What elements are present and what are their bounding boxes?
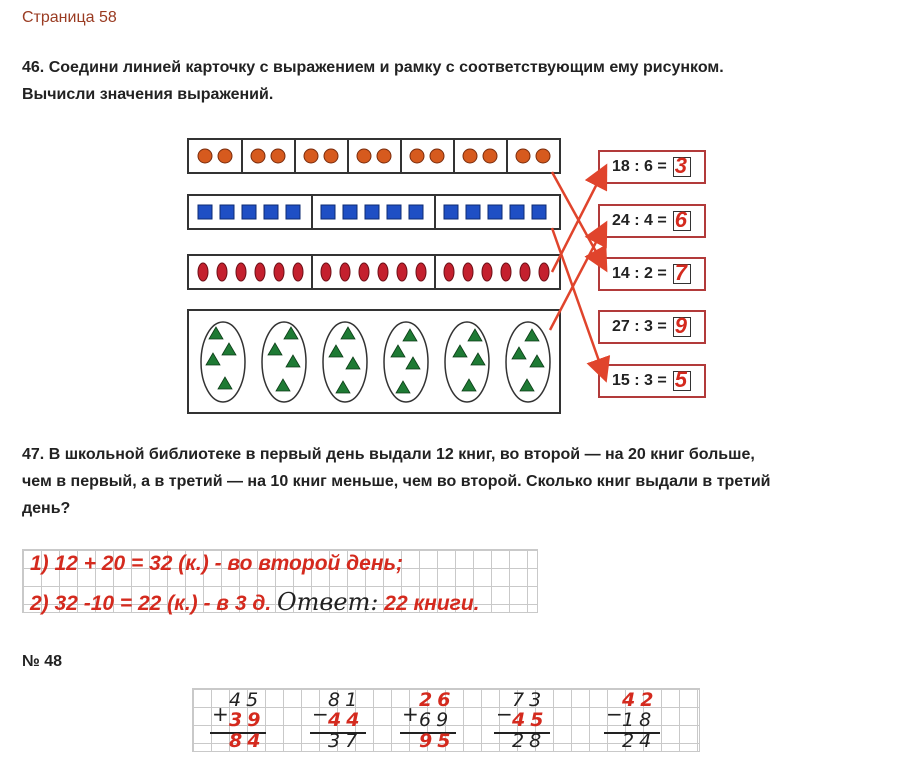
answer-value: 22 книги. — [384, 592, 480, 615]
calc-top: 42 — [622, 689, 659, 711]
expression-text: 14 : 2 = — [612, 265, 667, 282]
operation-sign: + — [212, 702, 229, 726]
operation-sign: + — [402, 702, 419, 726]
calc-result-value: 84 — [229, 730, 266, 752]
task-48-title: № 48 — [22, 653, 63, 670]
calc-bottom: 69 — [419, 709, 454, 731]
solution-line-2 — [30, 588, 480, 616]
operation-sign: − — [496, 702, 513, 726]
connector-ovals-to-18-6 — [552, 168, 605, 272]
connector-squares-to-15-3 — [552, 228, 605, 378]
calc-top: 26 — [419, 689, 456, 711]
calc-bottom: 44 — [328, 709, 365, 731]
calc-top: 73 — [512, 689, 547, 711]
operation-sign: − — [606, 702, 623, 726]
answer-value: 3 — [674, 153, 687, 178]
calc-result: 37 — [328, 730, 363, 752]
operation-sign: − — [312, 702, 329, 726]
solution-line-2-text: 2) 32 -10 = 22 (к.) - в 3 д. — [30, 592, 272, 615]
expression-text: 15 : 3 = — [612, 372, 667, 389]
calc-bottom: 18 — [622, 709, 657, 731]
connector-triangles-to-24-4 — [550, 225, 605, 330]
calc-result: 28 — [512, 730, 547, 752]
expression-text: 27 : 3 = — [612, 318, 667, 335]
expression-text: 18 : 6 = — [612, 158, 667, 175]
calc-bottom: 45 — [512, 709, 549, 731]
calc-top: 45 — [229, 689, 264, 711]
answer-value: 6 — [674, 207, 687, 232]
answer-value: 9 — [674, 313, 687, 338]
task-47-line-1: 47. В школьной библиотеке в первый день выдали 12 книг, во второй — на 20 книг больше, — [22, 446, 755, 463]
calc-result — [229, 730, 265, 752]
task-47-line-3: день? — [22, 500, 71, 517]
answer-value: 5 — [674, 367, 687, 392]
expression-text: 24 : 4 = — [612, 212, 667, 229]
calc-result: 24 — [622, 730, 657, 752]
answer-value: 7 — [674, 260, 687, 285]
page-title: Страница 58 — [22, 9, 117, 26]
task-46-line-2: Вычисли значения выражений. — [22, 86, 274, 103]
calc-top: 81 — [328, 689, 363, 711]
task-46-line-1: 46. Соедини линией карточку с выражением и рамку с соответствующим ему рисунком. — [22, 59, 724, 76]
solution-line-1: 1) 12 + 20 = 32 (к.) - во второй день; — [30, 552, 403, 575]
task-47-text — [22, 441, 771, 522]
task-47-line-2: чем в первый, а в третий — на 10 книг меньше, чем во второй. Сколько книг выдали в третий — [22, 473, 771, 490]
answer-word: Ответ: — [277, 588, 379, 616]
calc-result: 95 — [419, 730, 456, 752]
calc-bottom: 39 — [229, 709, 266, 731]
